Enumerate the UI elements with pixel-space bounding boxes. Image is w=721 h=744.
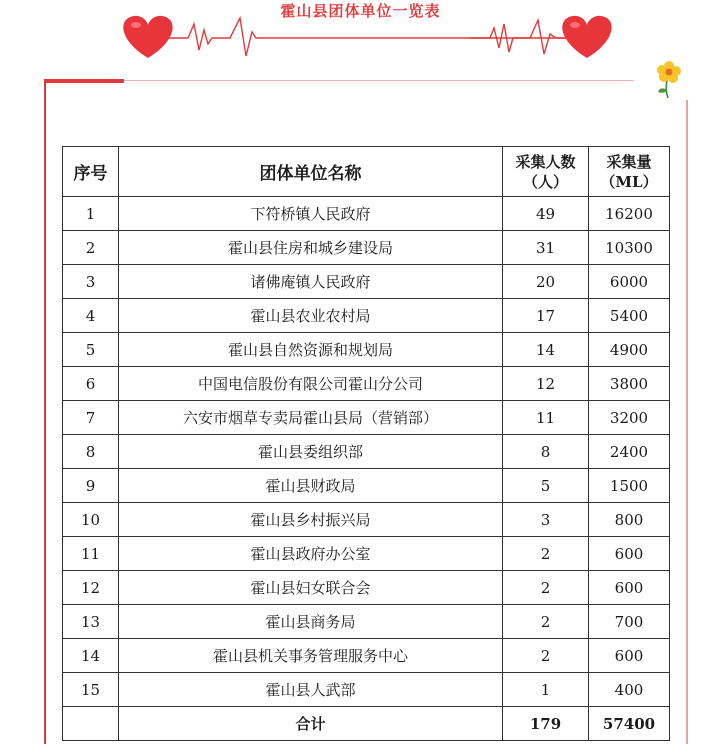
row-count: 14 [503,333,589,367]
row-no: 10 [63,503,119,537]
row-no: 11 [63,537,119,571]
row-count: 2 [503,639,589,673]
row-count: 49 [503,197,589,231]
row-no: 4 [63,299,119,333]
row-count: 2 [503,537,589,571]
row-volume: 5400 [589,299,670,333]
row-name: 霍山县乡村振兴局 [119,503,503,537]
row-name: 诸佛庵镇人民政府 [119,265,503,299]
row-count: 31 [503,231,589,265]
row-volume: 10300 [589,231,670,265]
row-name: 霍山县人武部 [119,673,503,707]
row-no: 6 [63,367,119,401]
row-no: 9 [63,469,119,503]
row-volume: 3800 [589,367,670,401]
table-row [63,197,670,231]
row-volume: 2400 [589,435,670,469]
row-volume: 600 [589,639,670,673]
row-name: 霍山县自然资源和规划局 [119,333,503,367]
table-row [63,673,670,707]
table-row [63,401,670,435]
table-row [63,571,670,605]
row-count: 11 [503,401,589,435]
row-no: 8 [63,435,119,469]
row-volume: 1500 [589,469,670,503]
row-name: 霍山县妇女联合会 [119,571,503,605]
row-volume: 700 [589,605,670,639]
row-name: 霍山县机关事务管理服务中心 [119,639,503,673]
row-count: 5 [503,469,589,503]
header-no: 序号 [63,147,119,197]
table-body [63,197,670,707]
header-count-line1: 采集人数 [515,152,576,171]
row-volume: 400 [589,673,670,707]
row-count: 8 [503,435,589,469]
total-label: 合计 [119,707,503,741]
table-total-row [63,707,670,741]
total-no-cell [63,707,119,741]
frame-left-border [44,79,46,744]
row-count: 17 [503,299,589,333]
row-no: 15 [63,673,119,707]
heartbeat-line-right [470,20,572,54]
row-volume: 600 [589,537,670,571]
header-name: 团体单位名称 [119,147,503,197]
frame-top-line [124,80,634,81]
row-count: 1 [503,673,589,707]
row-name: 六安市烟草专卖局霍山县局（营销部） [119,401,503,435]
total-count: 179 [503,707,589,741]
header-volume-line2: （ML） [600,172,658,191]
row-volume: 6000 [589,265,670,299]
row-no: 13 [63,605,119,639]
table-row [63,639,670,673]
row-name: 霍山县农业农村局 [119,299,503,333]
table-row [63,299,670,333]
row-no: 2 [63,231,119,265]
table-row [63,469,670,503]
row-count: 20 [503,265,589,299]
header-count-line2: （人） [522,172,568,191]
row-no: 7 [63,401,119,435]
row-name: 下符桥镇人民政府 [119,197,503,231]
row-no: 5 [63,333,119,367]
header-volume [589,147,670,197]
row-name: 霍山县商务局 [119,605,503,639]
row-volume: 3200 [589,401,670,435]
table-row [63,537,670,571]
table-row [63,503,670,537]
row-no: 14 [63,639,119,673]
table-row [63,367,670,401]
page-title: 霍山县团体单位一览表 [280,2,441,20]
row-no: 1 [63,197,119,231]
row-count: 12 [503,367,589,401]
row-count: 2 [503,605,589,639]
row-volume: 800 [589,503,670,537]
table-row [63,231,670,265]
table-row [63,265,670,299]
table-row [63,435,670,469]
table-row [63,605,670,639]
row-volume: 600 [589,571,670,605]
row-volume: 16200 [589,197,670,231]
header-volume-line1: 采集量 [606,152,652,171]
row-count: 2 [503,571,589,605]
row-name: 霍山县委组织部 [119,435,503,469]
frame-top-accent [44,79,124,83]
total-volume: 57400 [589,707,670,741]
row-name: 霍山县财政局 [119,469,503,503]
row-no: 3 [63,265,119,299]
table-row [63,333,670,367]
table-header-row [63,147,670,197]
row-count: 3 [503,503,589,537]
heartbeat-line-left [168,18,600,56]
row-name: 霍山县住房和城乡建设局 [119,231,503,265]
units-table [62,146,670,741]
row-name: 中国电信股份有限公司霍山分公司 [119,367,503,401]
row-no: 12 [63,571,119,605]
flower-icon [652,58,686,100]
frame-right-border [686,100,688,744]
heart-icon-left [123,16,172,58]
row-volume: 4900 [589,333,670,367]
header-count [503,147,589,197]
row-name: 霍山县政府办公室 [119,537,503,571]
heart-icon-right [562,16,611,58]
